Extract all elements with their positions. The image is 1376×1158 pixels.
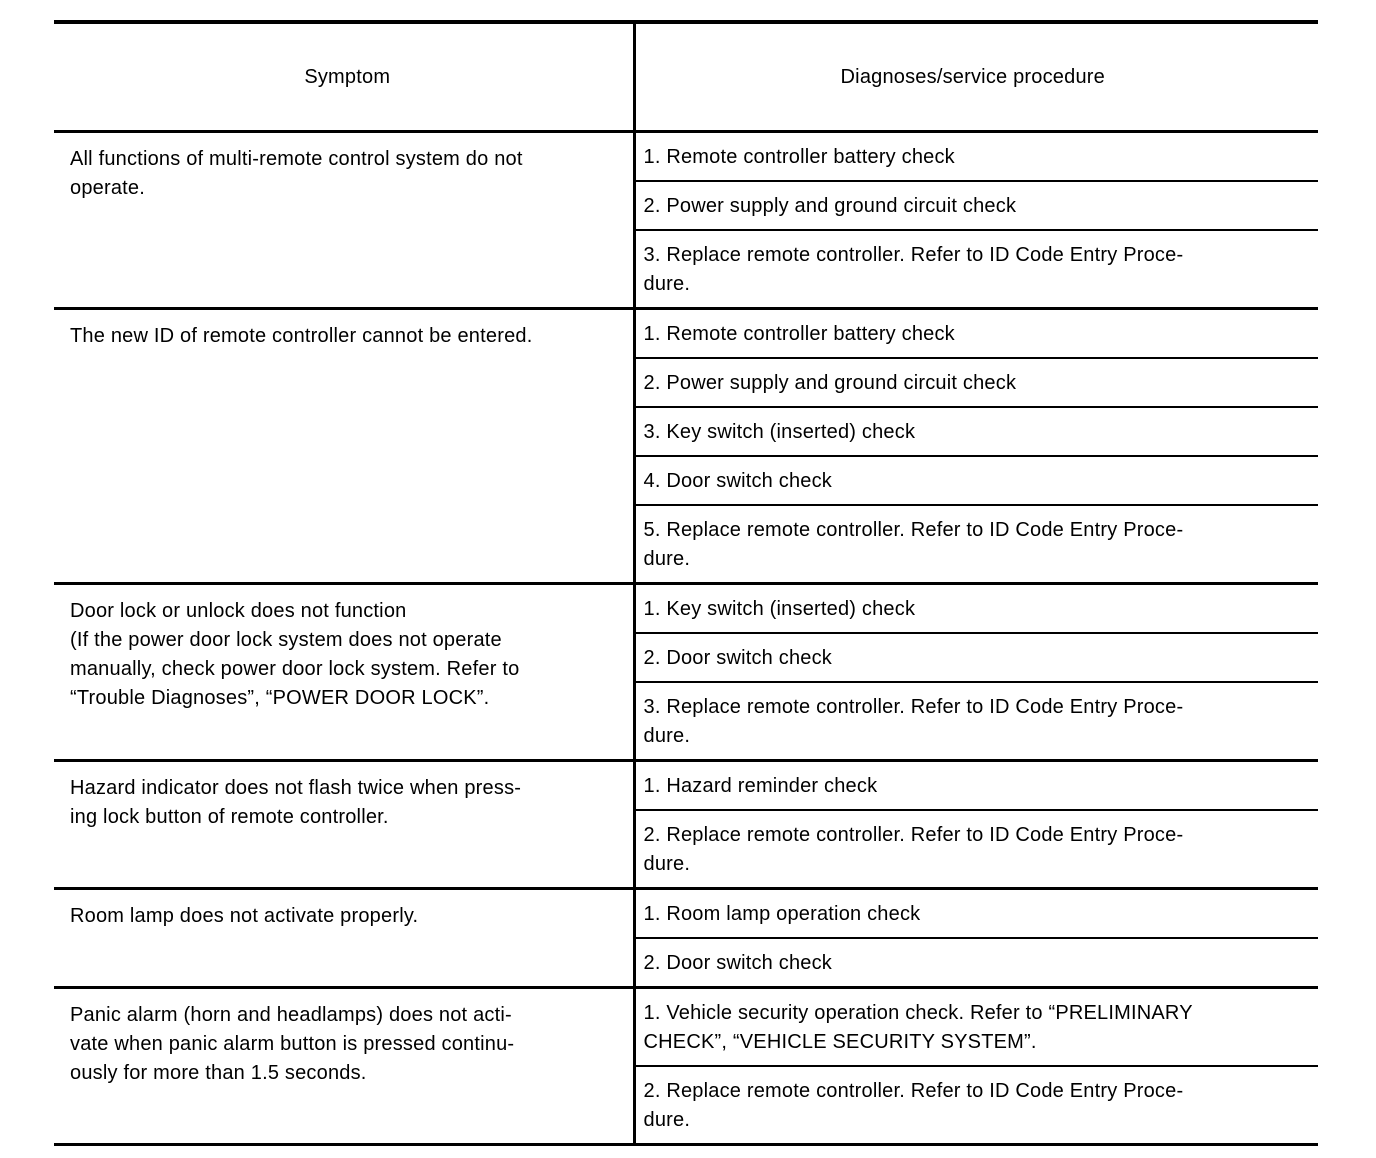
procedure-cell: 2. Replace remote controller. Refer to ID Code Entry Proce- dure.	[634, 810, 1318, 889]
procedure-cell: 1. Remote controller battery check	[634, 309, 1318, 359]
procedure-cell: 1. Room lamp operation check	[634, 889, 1318, 939]
procedure-column-header: Diagnoses/service procedure	[634, 22, 1318, 132]
symptom-cell: Hazard indicator does not flash twice when press- ing lock button of remote controller.	[54, 761, 634, 889]
symptom-column-header: Symptom	[54, 22, 634, 132]
table-row	[54, 132, 1318, 182]
procedure-cell: 4. Door switch check	[634, 456, 1318, 505]
header-row	[54, 22, 1318, 132]
procedure-cell: 2. Power supply and ground circuit check	[634, 181, 1318, 230]
symptom-cell: Panic alarm (horn and headlamps) does not acti- vate when panic alarm button is pressed continu- ously for more than 1.5 seconds.	[54, 988, 634, 1145]
procedure-cell: 2. Door switch check	[634, 633, 1318, 682]
table-row	[54, 584, 1318, 634]
table-row	[54, 761, 1318, 811]
procedure-cell: 3. Key switch (inserted) check	[634, 407, 1318, 456]
procedure-cell: 2. Replace remote controller. Refer to ID Code Entry Proce- dure.	[634, 1066, 1318, 1145]
diagnosis-table	[54, 20, 1318, 1146]
symptom-cell: Room lamp does not activate properly.	[54, 889, 634, 988]
table-body	[54, 132, 1318, 1145]
procedure-cell: 1. Remote controller battery check	[634, 132, 1318, 182]
procedure-cell: 1. Vehicle security operation check. Refer to “PRELIMINARY CHECK”, “VEHICLE SECURITY SYSTEM”.	[634, 988, 1318, 1067]
symptom-cell: All functions of multi-remote control system do not operate.	[54, 132, 634, 309]
procedure-cell: 1. Hazard reminder check	[634, 761, 1318, 811]
table-header	[54, 22, 1318, 132]
procedure-cell: 3. Replace remote controller. Refer to ID Code Entry Proce- dure.	[634, 682, 1318, 761]
table-row	[54, 889, 1318, 939]
procedure-cell: 5. Replace remote controller. Refer to ID Code Entry Proce- dure.	[634, 505, 1318, 584]
procedure-cell: 1. Key switch (inserted) check	[634, 584, 1318, 634]
procedure-cell: 3. Replace remote controller. Refer to ID Code Entry Proce- dure.	[634, 230, 1318, 309]
symptom-cell: Door lock or unlock does not function (If the power door lock system does not operate manually, check power door lock system. Refer to “Trouble Diagnoses”, “POWER DOOR LOCK”.	[54, 584, 634, 761]
procedure-cell: 2. Door switch check	[634, 938, 1318, 988]
symptom-cell: The new ID of remote controller cannot be entered.	[54, 309, 634, 584]
table-row	[54, 309, 1318, 359]
procedure-cell: 2. Power supply and ground circuit check	[634, 358, 1318, 407]
table-row	[54, 988, 1318, 1067]
